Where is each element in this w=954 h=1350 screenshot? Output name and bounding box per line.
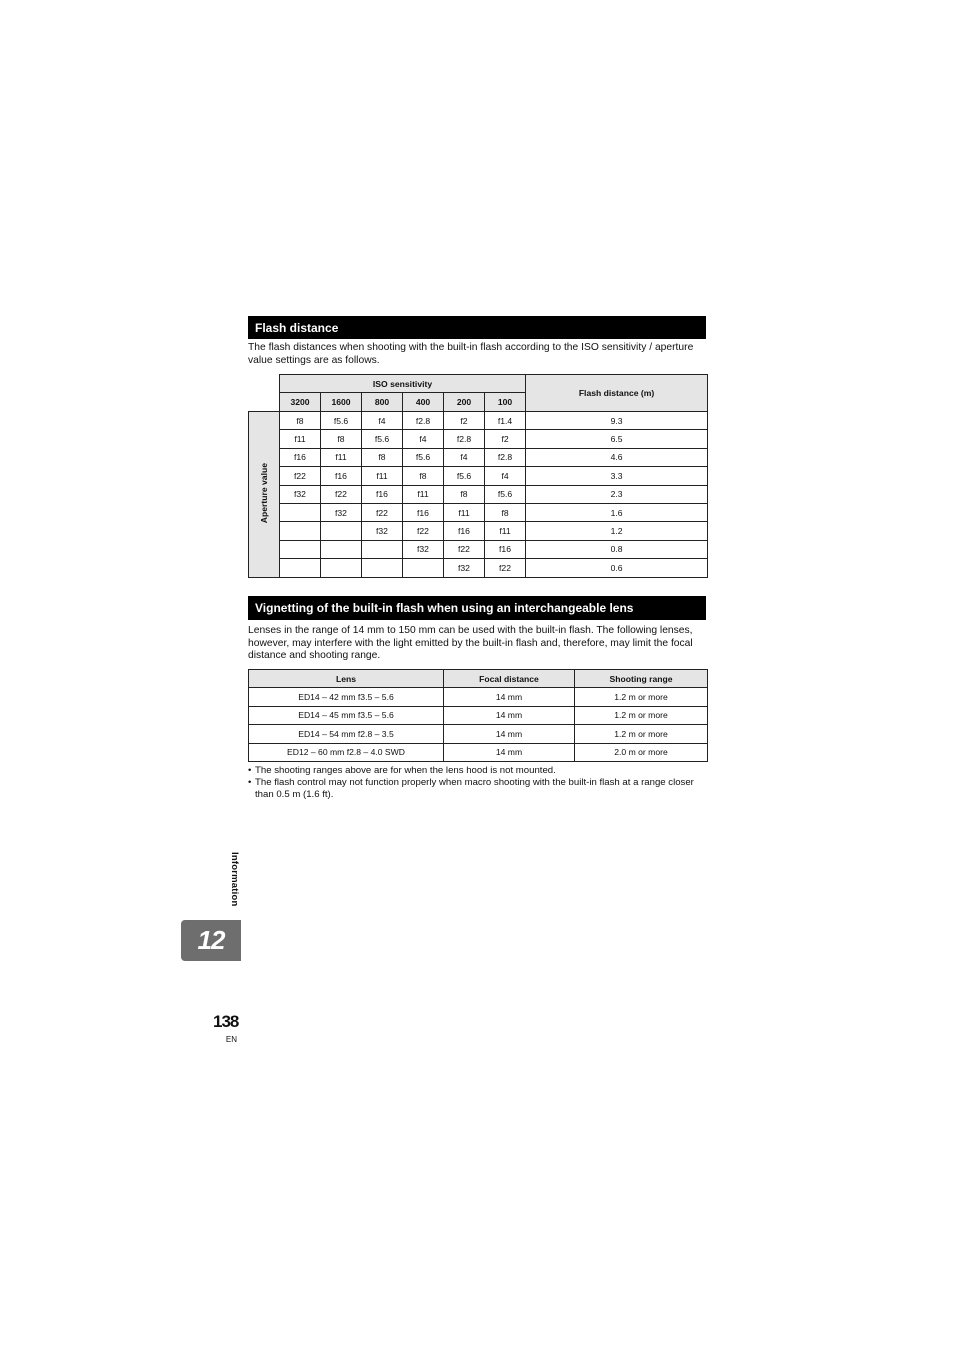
table-row <box>249 467 708 485</box>
distance-cell: 1.6 <box>526 503 708 521</box>
table-row <box>249 559 708 577</box>
aperture-cell: f8 <box>362 448 403 466</box>
shooting-range: 1.2 m or more <box>575 725 708 743</box>
distance-cell: 6.5 <box>526 430 708 448</box>
aperture-cell: f16 <box>444 522 485 540</box>
table-row <box>249 503 708 521</box>
aperture-value-label-cell <box>249 412 280 578</box>
aperture-cell: f11 <box>403 485 444 503</box>
table-row <box>249 412 708 430</box>
aperture-cell: f22 <box>321 485 362 503</box>
aperture-cell: f8 <box>280 412 321 430</box>
aperture-cell <box>321 522 362 540</box>
aperture-cell: f32 <box>444 559 485 577</box>
aperture-cell <box>280 503 321 521</box>
iso-value: 400 <box>403 393 444 412</box>
aperture-cell: f32 <box>321 503 362 521</box>
aperture-cell <box>321 559 362 577</box>
aperture-cell: f22 <box>362 503 403 521</box>
flash-distance-table <box>248 374 708 578</box>
aperture-cell: f4 <box>485 467 526 485</box>
table-row <box>249 540 708 558</box>
aperture-cell: f8 <box>321 430 362 448</box>
aperture-cell: f2 <box>444 412 485 430</box>
lens-name: ED14 – 54 mm f2.8 – 3.5 <box>249 725 444 743</box>
aperture-cell: f16 <box>321 467 362 485</box>
aperture-cell <box>280 559 321 577</box>
table-row <box>249 448 708 466</box>
aperture-cell: f5.6 <box>321 412 362 430</box>
aperture-cell: f4 <box>403 430 444 448</box>
table-row <box>249 706 708 724</box>
table-row <box>249 485 708 503</box>
table-row <box>249 430 708 448</box>
aperture-cell: f5.6 <box>362 430 403 448</box>
vignetting-intro: Lenses in the range of 14 mm to 150 mm can be used with the built-in flash. The following lenses, however, may interfere with the light emitted by the built-in flash and, therefore, may limit the focal distance and shooting range. <box>248 625 693 661</box>
lens-name: ED14 – 45 mm f3.5 – 5.6 <box>249 706 444 724</box>
note-item: • The flash control may not function properly when macro shooting with the built-in flash at a range closer than 0.5 m (1.6 ft). <box>248 777 706 801</box>
lens-name: ED14 – 42 mm f3.5 – 5.6 <box>249 688 444 706</box>
focal-distance: 14 mm <box>444 743 575 761</box>
aperture-cell <box>362 540 403 558</box>
section-title: Vignetting of the built-in flash when using an interchangeable lens <box>255 601 634 615</box>
aperture-cell: f22 <box>444 540 485 558</box>
note-item: • The shooting ranges above are for when the lens hood is not mounted. <box>248 765 706 777</box>
page-number: 138 <box>213 1012 239 1031</box>
distance-cell: 0.8 <box>526 540 708 558</box>
notes-list <box>248 765 706 801</box>
aperture-cell: f5.6 <box>403 448 444 466</box>
table-row <box>249 688 708 706</box>
aperture-cell: f22 <box>485 559 526 577</box>
aperture-cell: f2.8 <box>485 448 526 466</box>
aperture-cell: f11 <box>362 467 403 485</box>
chapter-side-label: Information <box>229 852 240 907</box>
table-corner <box>249 375 280 412</box>
aperture-cell: f32 <box>280 485 321 503</box>
focal-distance: 14 mm <box>444 706 575 724</box>
aperture-cell: f32 <box>403 540 444 558</box>
distance-cell: 4.6 <box>526 448 708 466</box>
flash-distance-intro: The flash distances when shooting with the built-in flash according to the ISO sensitivity / aperture value settings are as follows. <box>248 342 694 366</box>
aperture-cell: f11 <box>444 503 485 521</box>
aperture-cell: f11 <box>280 430 321 448</box>
distance-cell: 2.3 <box>526 485 708 503</box>
aperture-cell <box>403 559 444 577</box>
aperture-cell: f8 <box>444 485 485 503</box>
aperture-cell: f32 <box>362 522 403 540</box>
chapter-tab <box>181 920 241 961</box>
aperture-cell: f11 <box>485 522 526 540</box>
aperture-cell: f5.6 <box>444 467 485 485</box>
shooting-range: 1.2 m or more <box>575 706 708 724</box>
table-row <box>249 743 708 761</box>
iso-value: 800 <box>362 393 403 412</box>
aperture-cell: f4 <box>362 412 403 430</box>
aperture-cell: f4 <box>444 448 485 466</box>
flash-distance-header: Flash distance (m) <box>526 375 708 412</box>
aperture-cell: f2.8 <box>403 412 444 430</box>
distance-cell: 9.3 <box>526 412 708 430</box>
language-code: EN <box>225 1035 237 1044</box>
aperture-cell <box>280 522 321 540</box>
lens-name: ED12 – 60 mm f2.8 – 4.0 SWD <box>249 743 444 761</box>
column-header-shooting-range: Shooting range <box>575 670 708 688</box>
aperture-cell: f22 <box>403 522 444 540</box>
aperture-cell <box>280 540 321 558</box>
column-header-lens: Lens <box>249 670 444 688</box>
shooting-range: 2.0 m or more <box>575 743 708 761</box>
focal-distance: 14 mm <box>444 725 575 743</box>
aperture-cell: f16 <box>280 448 321 466</box>
aperture-value-label: Aperture value <box>259 463 269 524</box>
iso-value: 3200 <box>280 393 321 412</box>
section-title: Flash distance <box>255 320 339 335</box>
aperture-cell: f16 <box>485 540 526 558</box>
aperture-cell: f2 <box>485 430 526 448</box>
column-header-focal-distance: Focal distance <box>444 670 575 688</box>
focal-distance: 14 mm <box>444 688 575 706</box>
aperture-cell <box>362 559 403 577</box>
distance-cell: 3.3 <box>526 467 708 485</box>
section-heading-vignetting <box>248 596 706 620</box>
aperture-cell: f22 <box>280 467 321 485</box>
chapter-number: 12 <box>197 925 225 955</box>
aperture-cell: f5.6 <box>485 485 526 503</box>
iso-value: 1600 <box>321 393 362 412</box>
distance-cell: 1.2 <box>526 522 708 540</box>
iso-value: 100 <box>485 393 526 412</box>
aperture-cell: f1.4 <box>485 412 526 430</box>
aperture-cell <box>321 540 362 558</box>
aperture-cell: f8 <box>485 503 526 521</box>
aperture-cell: f8 <box>403 467 444 485</box>
aperture-cell: f16 <box>403 503 444 521</box>
table-row <box>249 522 708 540</box>
aperture-cell: f2.8 <box>444 430 485 448</box>
section-heading-flash-distance <box>248 316 706 339</box>
lens-table <box>248 669 708 762</box>
shooting-range: 1.2 m or more <box>575 688 708 706</box>
aperture-cell: f11 <box>321 448 362 466</box>
distance-cell: 0.6 <box>526 559 708 577</box>
aperture-cell: f16 <box>362 485 403 503</box>
iso-value: 200 <box>444 393 485 412</box>
table-header-row <box>249 670 708 688</box>
iso-header: ISO sensitivity <box>280 375 526 393</box>
table-row <box>249 725 708 743</box>
